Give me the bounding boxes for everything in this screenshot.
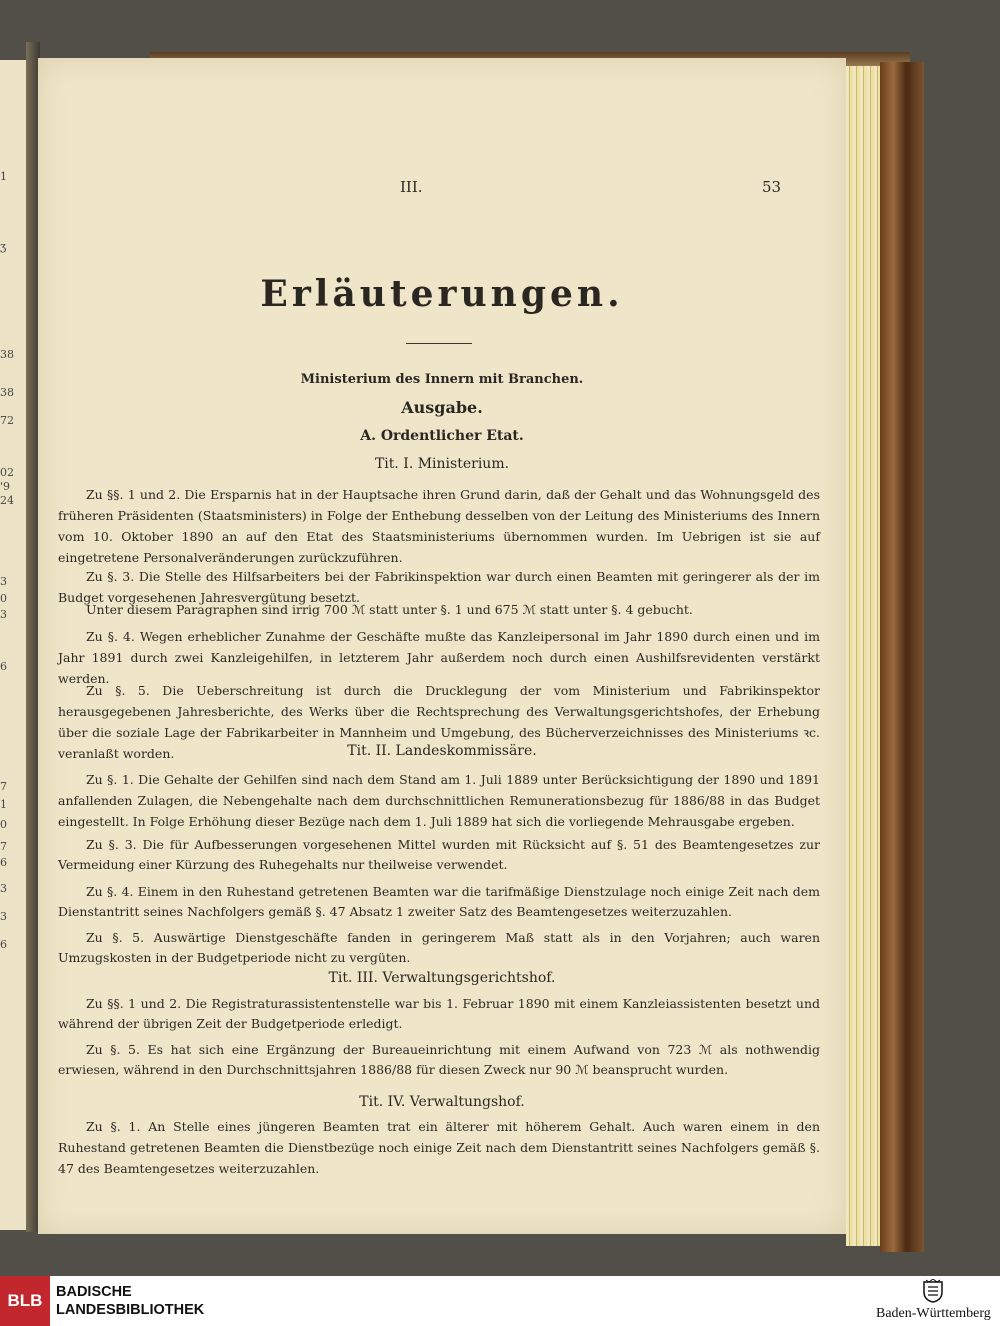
paragraph: Zu §. 1. An Stelle eines jüngeren Beamten trat ein älterer mit höherem Gehalt. Auch waren einem in den Ruhestand getretenen Beamten die Dienstbezüge noch einige Zeit nach dem Dienstantritt seines Nachfolgers gemäß §. 47 des Beamtengesetzes weiterzuzahlen.	[58, 1119, 820, 1176]
state-name: Baden-Württemberg	[876, 1306, 991, 1321]
section-heading: Tit. II. Landeskommissäre.	[347, 743, 537, 759]
book-cover	[880, 62, 924, 1252]
margin-number: 1	[0, 798, 7, 811]
paragraph: Zu §. 4. Wegen erheblicher Zunahme der Geschäfte mußte das Kanzleipersonal im Jahr 1890 durch einen und im Jahr 1891 durch zwei Kanzleigehilfen, in letzterem Jahr außerdem noch durch einen Aushilfsrevidenten verstärkt werden.	[58, 629, 820, 686]
section-heading: Tit. I. Ministerium.	[374, 456, 510, 472]
margin-number: 7	[0, 840, 7, 853]
margin-number: 1	[0, 170, 7, 183]
margin-number: 0	[0, 818, 7, 831]
margin-number: 02	[0, 466, 14, 479]
margin-number: 0	[0, 592, 7, 605]
ministry-heading: Ministerium des Innern mit Branchen.	[300, 372, 584, 387]
page-stack-edge	[846, 66, 882, 1246]
margin-number: 6	[0, 938, 7, 951]
section-number: III.	[400, 178, 423, 196]
blb-logo[interactable]: BLB	[0, 1276, 50, 1326]
paragraph: Zu §. 4. Einem in den Ruhestand getretenen Beamten war die tarifmäßige Dienstzulage noch einige Zeit nach dem Dienstantritt seines Nachfolgers gemäß §. 47 Absatz 1 zweiter Satz des Beamtengesetzes weiterzuzahlen.	[58, 884, 820, 919]
margin-number: 38	[0, 386, 14, 399]
paragraph: Zu §. 3. Die für Aufbesserungen vorgesehenen Mittel wurden mit Rücksicht auf §. 51 des Beamtengesetzes zur Vermeidung einer Kürzung des Ruhegehalts nur theilweise verwendet.	[58, 837, 820, 872]
margin-number: 6	[0, 856, 7, 869]
margin-number: 3	[0, 608, 7, 621]
margin-number: 6	[0, 660, 7, 673]
library-name-line2: LANDESBIBLIOTHEK	[56, 1302, 205, 1318]
page-title: Erläuterungen.	[260, 273, 624, 315]
document-page	[38, 58, 846, 1234]
paragraph: Unter diesem Paragraphen sind irrig 700 ℳ statt unter §. 1 und 675 ℳ statt unter §. 4 gebucht.	[86, 602, 693, 617]
paragraph: Zu §. 5. Es hat sich eine Ergänzung der Bureaueinrichtung mit einem Aufwand von 723 ℳ als nothwendig erwiesen, während in den Durchschnittsjahren 1886/88 für diesen Zweck nur 90 ℳ beansprucht wurden.	[58, 1042, 820, 1077]
paragraph: Zu §. 5. Die Ueberschreitung ist durch die Drucklegung der vom Ministerium und Fabrikinspektor herausgegebenen Jahresberichte, des Werks über die Rechtsprechung des Verwaltungsgerichtshofes, der Erhebung über die soziale Lage der Fabrikarbeiter in Mannheim und Umgebung, des Bücherverzeichnisses des Ministeriums ꝛc. veranlaßt worden.	[58, 683, 820, 761]
paragraph: Zu §. 1. Die Gehalte der Gehilfen sind nach dem Stand am 1. Juli 1889 unter Berücksichtigung der 1890 und 1891 anfallenden Zulagen, die Nebengehalte nach dem durchschnittlichen Remunerationsbezug für 1886/88 in das Budget eingestellt. In Folge Erhöhung dieser Bezüge nach dem 1. Juli 1889 hat sich die vorliegende Mehrausgabe ergeben.	[58, 772, 820, 829]
margin-number: 38	[0, 348, 14, 361]
paragraph: Zu §§. 1 und 2. Die Registraturassistentenstelle war bis 1. Februar 1890 mit einem Kanzleiassistenten besetzt und während der übrigen Zeit der Budgetperiode erledigt.	[58, 996, 820, 1031]
coat-of-arms-icon	[922, 1279, 944, 1303]
margin-number: 7	[0, 780, 7, 793]
etat-heading: A. Ordentlicher Etat.	[360, 428, 524, 444]
margin-number: 3	[0, 910, 7, 923]
title-divider	[406, 343, 472, 344]
paragraph: Zu §. 3. Die Stelle des Hilfsarbeiters bei der Fabrikinspektion war durch einen Beamten mit geringerer als der im Budget vorgesehenen Jahresvergütung besetzt.	[58, 569, 820, 605]
margin-number: 24	[0, 494, 14, 507]
margin-number: 3	[0, 882, 7, 895]
ausgabe-heading: Ausgabe.	[401, 398, 483, 417]
margin-number: 3	[0, 575, 7, 588]
section-heading: Tit. III. Verwaltungsgerichtshof.	[328, 970, 556, 986]
margin-number: '9	[0, 480, 11, 493]
library-name-line1: BADISCHE	[56, 1284, 132, 1300]
page-number: 53	[762, 178, 782, 196]
library-name[interactable]	[56, 1283, 204, 1319]
margin-number: ʒ	[0, 240, 7, 253]
paragraph: Zu §§. 1 und 2. Die Ersparnis hat in der Hauptsache ihren Grund darin, daß der Gehalt und das Wohnungsgeld des früheren Präsidenten (Staatsministers) in Folge der Enthebung desselben von der Leitung des Ministeriums des Innern vom 10. Oktober 1890 an auf den Etat des Staatsministeriums übernommen wurden. Im Uebrigen ist sie auf eingetretene Personalveränderungen zurückzuführen.	[58, 487, 820, 565]
paragraph: Zu §. 5. Auswärtige Dienstgeschäfte fanden in geringerem Maß statt als in den Vorjahren; auch waren Umzugskosten in der Budgetperiode nicht zu vergüten.	[58, 930, 820, 965]
margin-number: 72	[0, 414, 14, 427]
section-heading: Tit. IV. Verwaltungshof.	[359, 1094, 525, 1110]
